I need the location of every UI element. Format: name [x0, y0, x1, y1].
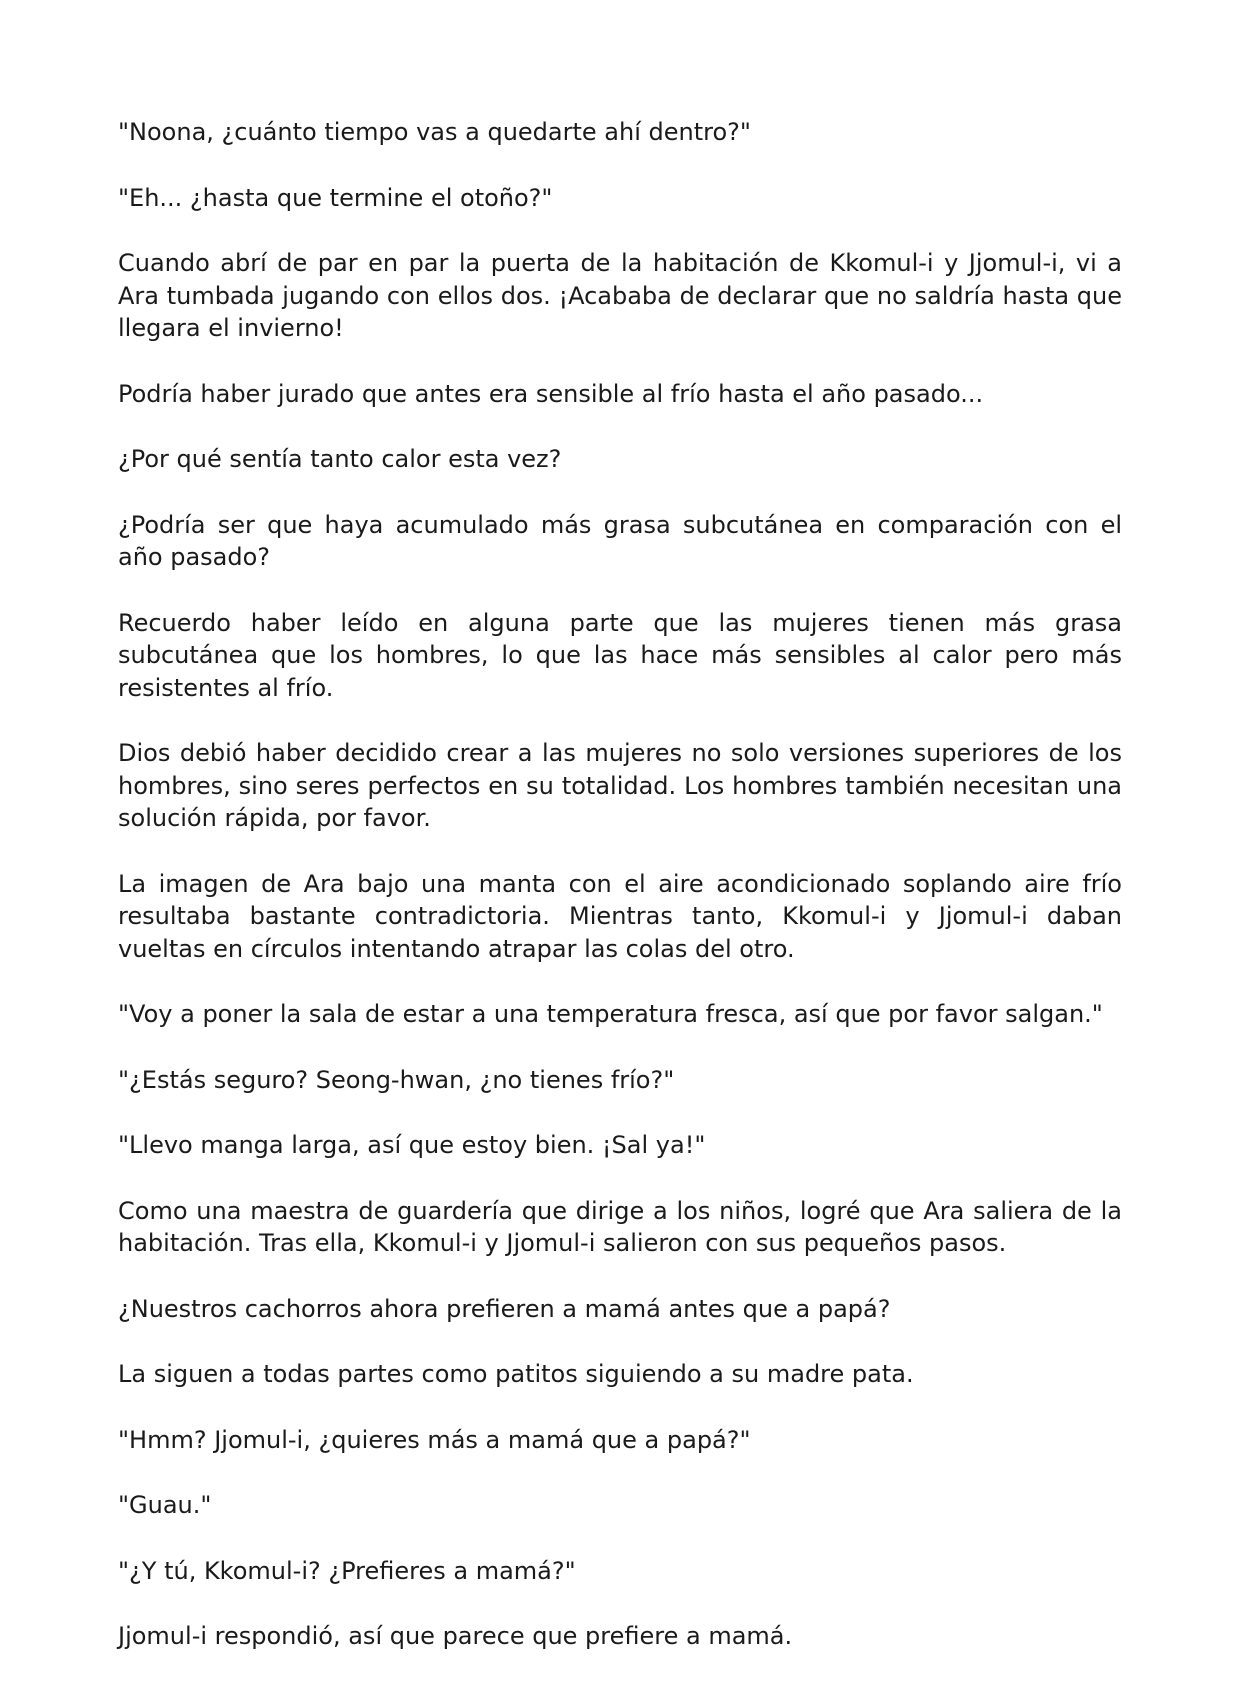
paragraph-12: "Llevo manga larga, así que estoy bien. ¡Sal ya!" — [118, 1131, 706, 1159]
paragraph-8: Dios debió haber decidido crear a las mujeres no solo versiones superiores de los hombres, sino seres perfectos en su totalidad. Los hombres también necesitan una solución rápida, por favor. — [118, 739, 1122, 832]
paragraph-3: Cuando abrí de par en par la puerta de la habitación de Kkomul-i y Jjomul-i, vi a Ara tumbada jugando con ellos dos. ¡Acababa de declarar que no saldría hasta que llegara el invierno! — [118, 249, 1122, 342]
paragraph-19: Jjomul-i respondió, así que parece que prefiere a mamá. — [118, 1622, 793, 1650]
paragraph-7: Recuerdo haber leído en alguna parte que las mujeres tienen más grasa subcutánea que los hombres, lo que las hace más sensibles al calor pero más resistentes al frío. — [118, 608, 1122, 702]
paragraph-4: Podría haber jurado que antes era sensible al frío hasta el año pasado... — [118, 379, 984, 408]
paragraph-16: "Hmm? Jjomul-i, ¿quieres más a mamá que a papá?" — [118, 1425, 751, 1454]
paragraph-10: "Voy a poner la sala de estar a una temperatura fresca, así que por favor salgan." — [118, 1000, 1103, 1028]
paragraph-18: "¿Y tú, Kkomul-i? ¿Prefieres a mamá?" — [118, 1556, 576, 1585]
paragraph-2: "Eh... ¿hasta que termine el otoño?" — [118, 183, 553, 212]
paragraph-6: ¿Podría ser que haya acumulado más grasa subcutánea en comparación con el año pasado? — [118, 510, 1122, 571]
paragraph-13: Como una maestra de guardería que dirige a los niños, logré que Ara saliera de la habitación. Tras ella, Kkomul-i y Jjomul-i salieron con sus pequeños pasos. — [118, 1196, 1122, 1257]
paragraph-5: ¿Por qué sentía tanto calor esta vez? — [118, 445, 562, 473]
body-text — [118, 116, 1122, 1686]
paragraph-11: "¿Estás seguro? Seong-hwan, ¿no tienes frío?" — [118, 1065, 675, 1094]
paragraph-1: "Noona, ¿cuánto tiempo vas a quedarte ahí dentro?" — [118, 118, 751, 146]
paragraph-15: La siguen a todas partes como patitos siguiendo a su madre pata. — [118, 1360, 914, 1388]
paragraph-9: La imagen de Ara bajo una manta con el aire acondicionado soplando aire frío resultaba bastante contradictoria. Mientras tanto, Kkomul-i y Jjomul-i daban vueltas en círculos intentando atrapar las colas del otro. — [118, 869, 1122, 963]
paragraph-14: ¿Nuestros cachorros ahora prefieren a mamá antes que a papá? — [118, 1294, 891, 1323]
paragraph-17: "Guau." — [118, 1491, 212, 1519]
